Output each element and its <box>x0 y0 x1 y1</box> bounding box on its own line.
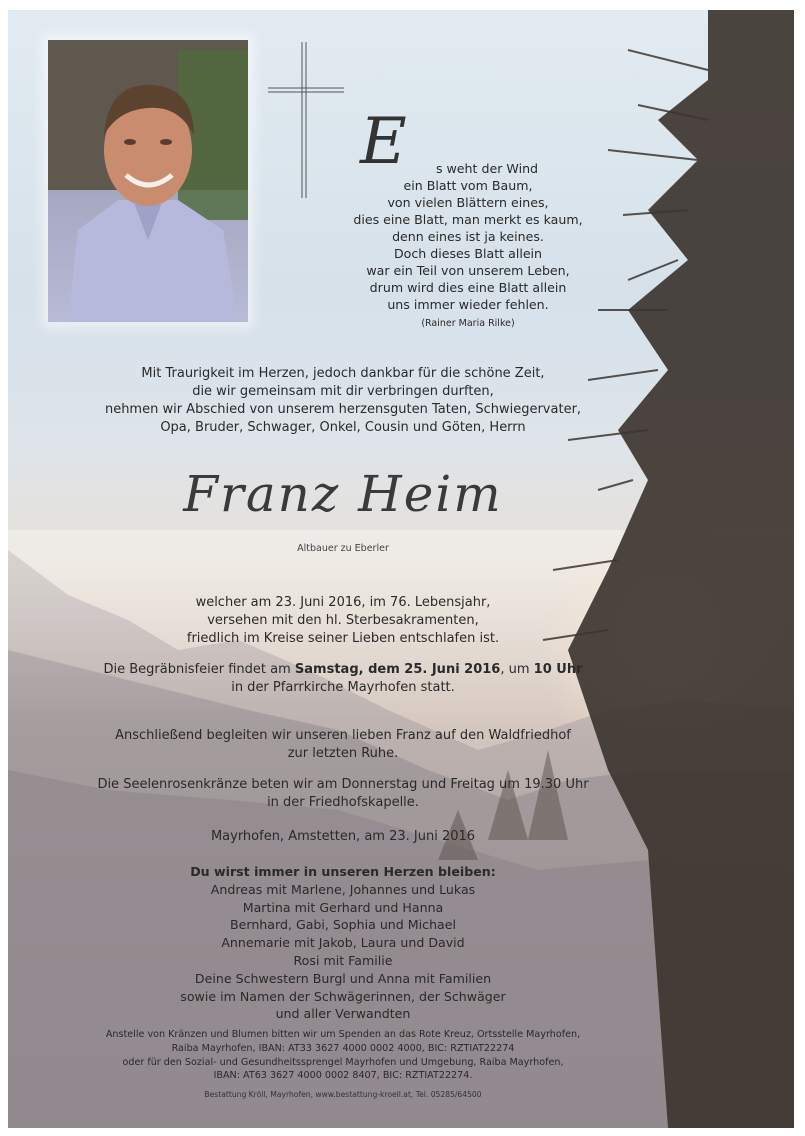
mourner-line: und aller Verwandten <box>275 1006 411 1022</box>
mourners-heading: Du wirst immer in unseren Herzen bleiben: <box>190 864 496 879</box>
poem-line: war ein Teil von unserem Leben, <box>366 263 570 278</box>
poem-line: Doch dieses Blatt allein <box>393 246 543 261</box>
poem-line: ein Blatt vom Baum, <box>403 178 533 193</box>
funeral-info <box>48 661 638 697</box>
donation-request <box>48 1028 638 1083</box>
funeral-date: Samstag, dem 25. Juni 2016 <box>294 662 501 677</box>
funeral-location: in der Pfarrkirche Mayrhofen statt. <box>231 680 455 695</box>
place-date: Mayrhofen, Amstetten, am 23. Juni 2016 <box>210 829 476 844</box>
poem-line: uns immer wieder fehlen. <box>387 297 549 312</box>
intro-line: Mit Traurigkeit im Herzen, jedoch dankbar für die schöne Zeit, <box>141 366 545 381</box>
poem-line: denn eines ist ja keines. <box>392 229 544 244</box>
funeral-line <box>48 661 638 679</box>
intro-line: nehmen wir Abschied von unserem herzensguten Taten, Schwiegervater, <box>104 402 582 417</box>
mourners-list <box>48 863 638 1023</box>
mourner-line: Annemarie mit Jakob, Laura und David <box>221 935 465 951</box>
funeral-time: 10 Uhr <box>533 662 583 677</box>
deceased-name: Franz Heim <box>183 465 503 523</box>
poem-line: dies eine Blatt, man merkt es kaum, <box>353 212 583 227</box>
donation-line: oder für den Sozial- und Gesundheitssprengel Mayrhofen und Umgebung, Raiba Mayrhofen, <box>122 1056 564 1068</box>
burial-line: Anschließend begleiten wir unseren lieben Franz auf den Waldfriedhof <box>115 728 571 743</box>
mourner-line: sowie im Namen der Schwägerinnen, der Schwäger <box>180 988 506 1004</box>
poem-line: s weht der Wind <box>435 161 539 176</box>
burial-info <box>48 727 638 763</box>
undertaker-info: Bestattung Kröll, Mayrhofen, www.bestattung-kroell.at, Tel. 05285/64500 <box>204 1090 482 1099</box>
funeral-middle: , um <box>500 662 534 677</box>
burial-line: zur letzten Ruhe. <box>287 746 399 761</box>
intro-line: die wir gemeinsam mit dir verbringen durften, <box>192 384 494 399</box>
mourner-line: Rosi mit Familie <box>293 952 393 968</box>
mourner-line: Bernhard, Gabi, Sophia und Michael <box>229 917 457 933</box>
intro-line: Opa, Bruder, Schwager, Onkel, Cousin und Göten, Herrn <box>160 420 526 435</box>
death-info-line: welcher am 23. Juni 2016, im 76. Lebensjahr, <box>195 595 491 610</box>
poem-initial: E <box>360 105 407 179</box>
donation-line: Raiba Mayrhofen, IBAN: AT33 3627 4000 0002 4000, BIC: RZTIAT22274 <box>171 1042 515 1054</box>
mourner-line: Andreas mit Marlene, Johannes und Lukas <box>210 881 476 897</box>
rosary-info <box>48 776 638 812</box>
occupation: Altbauer zu Eberler <box>297 543 389 554</box>
funeral-prefix: Die Begräbnisfeier findet am <box>103 662 295 677</box>
poem-line: von vielen Blättern eines, <box>387 195 549 210</box>
obituary-page <box>8 10 794 1128</box>
poem <box>353 160 583 332</box>
mourner-line: Deine Schwestern Burgl und Anna mit Familien <box>194 970 492 986</box>
death-info-line: friedlich im Kreise seiner Lieben entschlafen ist. <box>186 631 500 646</box>
intro-text <box>48 365 638 437</box>
donation-line: Anstelle von Kränzen und Blumen bitten wir um Spenden an das Rote Kreuz, Ortsstelle Mayrhofen, <box>105 1029 581 1040</box>
death-info-line: versehen mit den hl. Sterbesakramenten, <box>207 613 479 628</box>
poem-line: drum wird dies eine Blatt allein <box>369 280 567 295</box>
death-info <box>48 594 638 648</box>
mourner-line: Martina mit Gerhard und Hanna <box>242 899 444 915</box>
rosary-line: Die Seelenrosenkränze beten wir am Donnerstag und Freitag um 19.30 Uhr <box>97 777 589 792</box>
cross-icon <box>266 40 346 200</box>
portrait-photo <box>48 40 248 322</box>
donation-line: IBAN: AT63 3627 4000 0002 8407, BIC: RZTIAT22274. <box>213 1070 473 1082</box>
rosary-line: in der Friedhofskapelle. <box>267 795 419 810</box>
poem-author: (Rainer Maria Rilke) <box>421 318 515 329</box>
